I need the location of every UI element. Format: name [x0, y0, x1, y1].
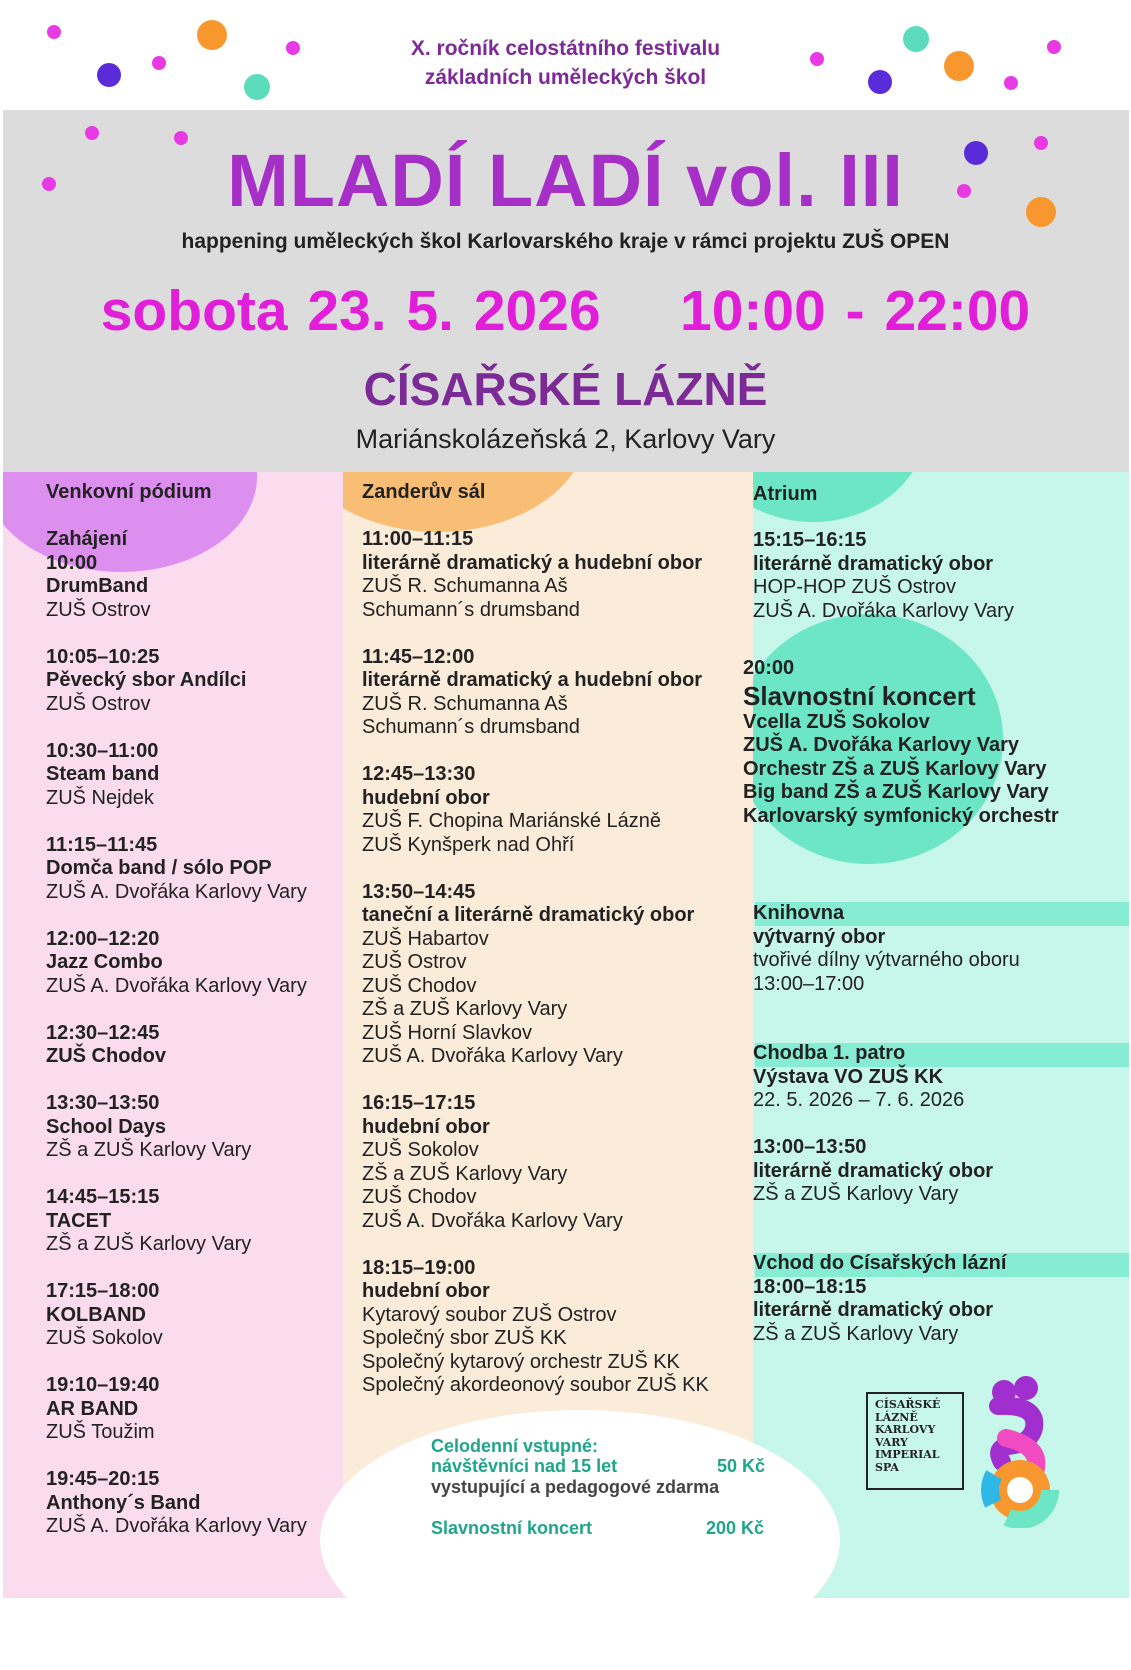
- edition-line-2: základních uměleckých škol: [424, 66, 707, 89]
- entry-line: ZUŠ A. Dvořáka Karlovy Vary: [362, 1045, 623, 1067]
- corridor-obor: literárně dramatický obor: [753, 1159, 994, 1182]
- entry-time: 16:15–17:15: [362, 1092, 476, 1114]
- schedule-entry: [46, 528, 336, 622]
- schedule-entry: [46, 1280, 336, 1351]
- entry-line: Společný sbor ZUŠ KK: [362, 1327, 567, 1349]
- entry-line: ZUŠ F. Chopina Mariánské Lázně: [362, 810, 662, 832]
- entrance-obor: literárně dramatický obor: [753, 1299, 994, 1321]
- entry-line: ZUŠ A. Dvořáka Karlovy Vary: [362, 1209, 623, 1232]
- library-line: tvořivé dílny výtvarného oboru: [753, 949, 1020, 971]
- price-visitors-label: návštěvníci nad 15 let: [431, 1456, 618, 1476]
- entry-time: 10:30–11:00: [46, 739, 159, 762]
- festival-subtitle: happening uměleckých škol Karlovarského kraje v rámci projektu ZUŠ OPEN: [181, 230, 950, 253]
- entry-time: 11:15–11:45: [46, 833, 158, 856]
- entry-line: ZUŠ A. Dvořáka Karlovy Vary: [46, 974, 307, 997]
- schedule-entry: [362, 646, 747, 740]
- entry-bold-line: KOLBAND: [46, 1303, 146, 1326]
- entry-time: 14:45–15:15: [46, 1186, 160, 1208]
- schedule-entry: [362, 881, 747, 1069]
- concert-line: ZUŠ A. Dvořáka Karlovy Vary: [743, 734, 1020, 756]
- entry-bold-line: Steam band: [46, 763, 160, 785]
- corridor-heading: Chodba 1. patro: [753, 1042, 906, 1064]
- entry-line: ZUŠ Nejdek: [46, 786, 154, 809]
- entry-bold-line: DrumBand: [46, 575, 149, 597]
- entry-time: 13:30–13:50: [46, 1092, 160, 1114]
- corridor-time: 13:00–13:50: [753, 1136, 867, 1158]
- entry-time: 15:15–16:15: [753, 529, 867, 551]
- entry-line: ZUŠ A. Dvořáka Karlovy Vary: [46, 1515, 307, 1537]
- festival-edition: [0, 34, 1131, 92]
- entrance-time: 18:00–18:15: [753, 1275, 867, 1298]
- schedule-entry: [46, 1186, 336, 1257]
- entry-line: ZUŠ R. Schumanna Aš: [362, 692, 568, 715]
- schedule-entry: [46, 834, 336, 905]
- entry-bold-line: hudební obor: [362, 1280, 490, 1302]
- schedule-entry: [46, 646, 336, 717]
- entry-time: 12:30–12:45: [46, 1021, 160, 1044]
- entry-line: ZŠ a ZUŠ Karlovy Vary: [362, 1162, 568, 1185]
- logo-line: IMPERIAL: [875, 1448, 940, 1461]
- col3-heading: Atrium: [753, 483, 818, 505]
- entrance-school: ZŠ a ZUŠ Karlovy Vary: [753, 1322, 959, 1345]
- schedule-entry: [46, 740, 336, 811]
- entry-time: 12:45–13:30: [362, 763, 476, 785]
- library-entry: [753, 902, 1123, 996]
- schedule-entry: [362, 763, 747, 857]
- zus-open-logo: [978, 1376, 1060, 1528]
- entry-line: ZUŠ Kynšperk nad Ohří: [362, 833, 575, 856]
- entry-bold-line: taneční a literárně dramatický obor: [362, 904, 695, 926]
- entry-line: ZUŠ Chodov: [362, 1186, 477, 1208]
- entry-time: 18:15–19:00: [362, 1256, 476, 1279]
- entry-bold-line: AR BAND: [46, 1397, 139, 1420]
- corridor-entry: [753, 1042, 1123, 1207]
- entry-line: ZUŠ Ostrov: [362, 951, 467, 973]
- concert-line: Karlovarský symfonický orchestr: [743, 804, 1059, 827]
- entry-line: ZUŠ Chodov: [362, 974, 477, 997]
- logo-line: LÁZNĚ: [875, 1410, 918, 1424]
- price-visitors-value: 50 Kč: [717, 1456, 766, 1476]
- concert-line: Vcella ZUŠ Sokolov: [743, 710, 930, 733]
- entry-time: 13:50–14:45: [362, 880, 476, 903]
- entry-line: ZUŠ Ostrov: [46, 692, 151, 715]
- entry-bold-line: School Days: [46, 1115, 167, 1138]
- schedule-entry: [46, 1092, 336, 1163]
- concert-time: 20:00: [743, 657, 795, 679]
- schedule-entry: [46, 1468, 336, 1539]
- entry-bold-line: hudební obor: [362, 786, 490, 809]
- entry-line: ZUŠ A. Dvořáka Karlovy Vary: [753, 599, 1014, 622]
- price-concert-label: Slavnostní koncert: [431, 1518, 593, 1538]
- concert-line: Big band ZŠ a ZUŠ Karlovy Vary: [743, 781, 1049, 803]
- concert-line: Orchestr ZŠ a ZUŠ Karlovy Vary: [743, 757, 1047, 780]
- entry-time: 11:00–11:15: [362, 528, 474, 550]
- entry-bold-line: hudební obor: [362, 1115, 490, 1138]
- entry-time: 12:00–12:20: [46, 927, 160, 950]
- festival-title: MLADÍ LADÍ vol. III: [227, 139, 904, 222]
- corridor-school: ZŠ a ZUŠ Karlovy Vary: [753, 1183, 959, 1205]
- entry-line: ZUŠ Ostrov: [46, 598, 151, 621]
- concert-entry: [743, 657, 1123, 828]
- col1-heading: Venkovní pódium: [46, 481, 212, 503]
- schedule-entry: [46, 1374, 336, 1445]
- logo-ring-hole: [1007, 1477, 1033, 1503]
- entry-bold-line: Pěvecký sbor Andílci: [46, 669, 247, 691]
- col2-heading: Zanderův sál: [362, 481, 486, 503]
- entry-time: 11:45–12:00: [362, 645, 475, 668]
- entry-line: Společný akordeonový soubor ZUŠ KK: [362, 1374, 709, 1396]
- schedule-entry: [362, 528, 747, 622]
- concert-title: Slavnostní koncert: [743, 680, 976, 711]
- library-heading: Knihovna: [753, 902, 845, 924]
- col1-schedule: [46, 528, 336, 1562]
- logo-line: KARLOVY: [875, 1423, 936, 1436]
- entry-line: Schumann´s drumsband: [362, 598, 580, 621]
- entry-bold-line: ZUŠ Chodov: [46, 1045, 166, 1067]
- corridor-title: Výstava VO ZUŠ KK: [753, 1065, 944, 1088]
- entry-time: 17:15–18:00: [46, 1280, 160, 1302]
- entry-bold-line: Domča band / sólo POP: [46, 857, 272, 879]
- entry-time: 10:05–10:25: [46, 645, 160, 668]
- price-daily-label: Celodenní vstupné:: [431, 1436, 599, 1456]
- entry-line: ZUŠ Toužim: [46, 1421, 155, 1443]
- entry-line: ZŠ a ZUŠ Karlovy Vary: [362, 998, 568, 1020]
- schedule-entry: [362, 1257, 747, 1398]
- entry-obor: literárně dramatický obor: [753, 552, 994, 575]
- entry-time: 19:45–20:15: [46, 1468, 160, 1490]
- corridor-dates: 22. 5. 2026 – 7. 6. 2026: [753, 1089, 965, 1111]
- atrium-entry: [753, 529, 1123, 623]
- schedule-entry: [46, 928, 336, 999]
- col2-schedule: [362, 528, 747, 1421]
- entry-line: ZUŠ R. Schumanna Aš: [362, 575, 568, 597]
- entry-line: ZUŠ Sokolov: [362, 1139, 479, 1161]
- cisarske-lazne-logo: [866, 1392, 964, 1490]
- library-obor: výtvarný obor: [753, 925, 886, 948]
- logo-line: SPA: [875, 1460, 899, 1474]
- entry-bold-line: literárně dramatický a hudební obor: [362, 669, 703, 691]
- entry-bold-line: Jazz Combo: [46, 951, 163, 973]
- logo-line: CÍSAŘSKÉ: [875, 1398, 941, 1411]
- entry-line: ZUŠ Habartov: [362, 927, 489, 950]
- entry-bold-line: Anthony´s Band: [46, 1491, 201, 1514]
- price-free-label: vystupující a pedagogové zdarma: [431, 1477, 720, 1497]
- entry-line: Kytarový soubor ZUŠ Ostrov: [362, 1303, 617, 1326]
- entry-line: ZUŠ Sokolov: [46, 1327, 163, 1349]
- entry-bold-line: 10:00: [46, 551, 98, 574]
- festival-date: [0, 278, 1131, 344]
- price-concert-value: 200 Kč: [706, 1518, 765, 1538]
- spacer: [753, 1113, 1123, 1137]
- schedule-entry: [362, 1092, 747, 1233]
- library-line: 13:00–17:00: [753, 972, 865, 995]
- entrance-heading: Vchod do Císařských lázní: [753, 1252, 1007, 1274]
- schedule-entry: [46, 1022, 336, 1069]
- entry-line: Schumann´s drumsband: [362, 716, 580, 738]
- entry-line: HOP-HOP ZUŠ Ostrov: [753, 576, 956, 598]
- entry-time: 19:10–19:40: [46, 1374, 160, 1396]
- entrance-entry: [753, 1252, 1123, 1346]
- entry-line: ZUŠ Horní Slavkov: [362, 1021, 533, 1044]
- venue-name: CÍSAŘSKÉ LÁZNĚ: [363, 363, 768, 415]
- entry-time: Zahájení: [46, 528, 128, 550]
- edition-line-1: X. ročník celostátního festivalu: [410, 37, 721, 60]
- entry-line: ZŠ a ZUŠ Karlovy Vary: [46, 1233, 252, 1255]
- entry-bold-line: TACET: [46, 1209, 112, 1232]
- entry-bold-line: literárně dramatický a hudební obor: [362, 551, 703, 574]
- entry-line: ZŠ a ZUŠ Karlovy Vary: [46, 1139, 252, 1161]
- logo-ear-right: [1014, 1376, 1038, 1400]
- time-text: 10:00 - 22:00: [680, 279, 1031, 343]
- venue-address: Mariánskolázeňská 2, Karlovy Vary: [355, 424, 776, 454]
- date-text: sobota 23. 5. 2026: [100, 279, 601, 343]
- entry-line: ZUŠ A. Dvořáka Karlovy Vary: [46, 880, 307, 903]
- entry-line: Společný kytarový orchestr ZUŠ KK: [362, 1350, 680, 1373]
- logo-line: VARY: [875, 1435, 908, 1449]
